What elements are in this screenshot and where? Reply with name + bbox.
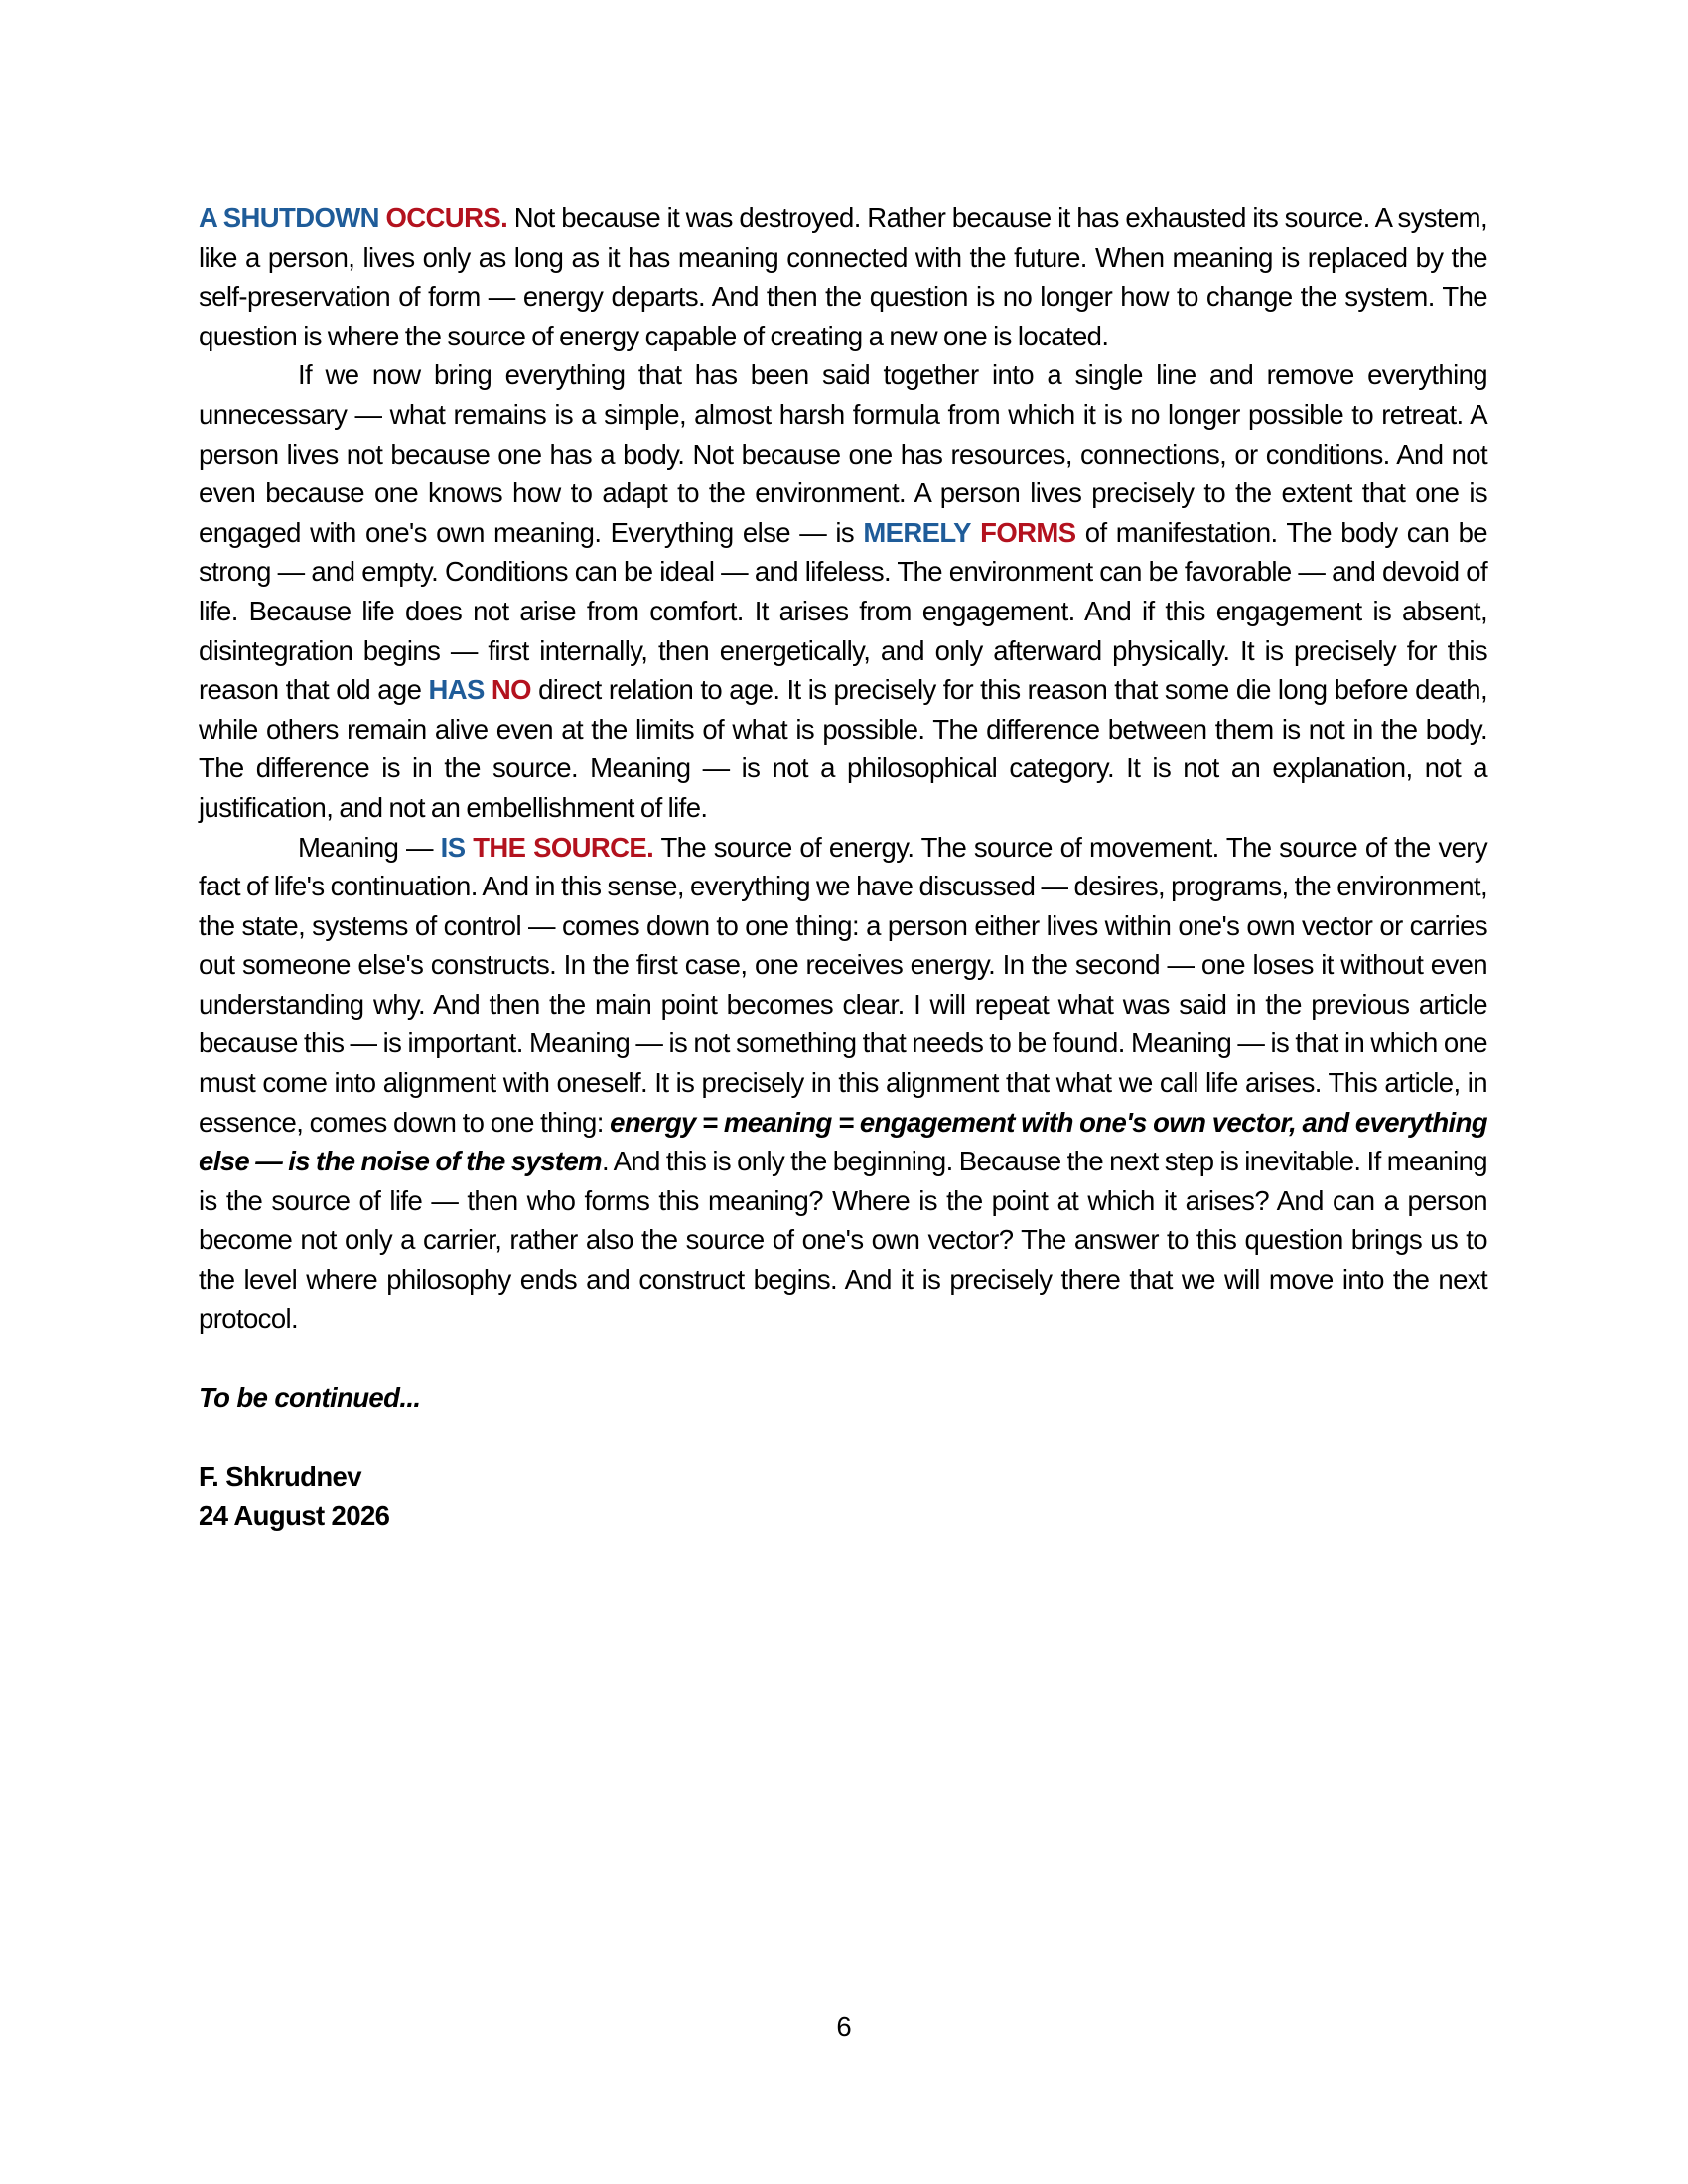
paragraph-2: [199, 355, 1487, 827]
highlight-red: OCCURS.: [385, 203, 508, 233]
paragraph-text: . And this is only the beginning. Because the next step is inevitable. If meaning is the source of life — then who forms this meaning? Where is the point at which it arises? And can a person become not only a carrier, rather also the source of one's own vector? The answer to this question brings us to the level where philosophy ends and construct begins. And it is precisely there that we will move into the next protocol.: [199, 1146, 1487, 1334]
paragraph-text: direct relation to age. It is precisely for this reason that some die long before death, while others remain alive even at the limits of what is possible. The difference between them is not in the body. The difference is in the source. Meaning — is not a philosophical category. It is not an explanation, not a justification, and not an embellishment of life.: [199, 674, 1487, 823]
paragraph-1: [199, 199, 1487, 355]
highlight-blue: A SHUTDOWN: [199, 203, 379, 233]
paragraph-text: Meaning —: [298, 831, 433, 863]
highlight-red: FORMS: [980, 516, 1076, 548]
document-page: [199, 199, 1487, 1536]
page-number: 6: [836, 2011, 852, 2042]
paragraph-text: The source of energy. The source of movement. The source of the very fact of life's continuation. And in this sense, everything we have discussed — desires, programs, the environment, the state, systems of control — comes down to one thing: a person either lives within one's own vector or carries out someone else's constructs. In the first case, one receives energy. In the second — one loses it without even understanding why. And then the main point becomes clear. I will repeat what was said in the previous article because this — is important. Meaning — is not something that needs to be found. Meaning — is that in which one must come into alignment with oneself. It is precisely in this alignment that what we call life arises. This article, in essence, comes down to one thing:: [199, 831, 1488, 1138]
paragraph-text: of manifestation. The body can be strong — and empty. Conditions can be ideal — and lifeless. The environment can be favorable — and devoid of life. Because life does not arise from comfort. It arises from engagement. And if this engagement is absent, disintegration begins — first internally, then energetically, and only afterward physically. It is precisely for this reason that old age: [199, 516, 1487, 706]
highlight-blue: HAS: [428, 674, 485, 706]
signature-date: 24 August 2026: [199, 1500, 390, 1532]
author-name: F. Shkrudnev: [199, 1460, 361, 1492]
highlight-blue: MERELY: [863, 516, 971, 548]
paragraph-text: If we now bring everything that has been said together into a single line and remove everything unnecessary — what remains is a simple, almost harsh formula from which it is no longer possible to retreat. A person lives not because one has a body. Not because one has resources, connections, or conditions. And not even because one knows how to adapt to the environment. A person lives precisely to the extent that one is engaged with one's own meaning. Everything else — is: [199, 359, 1487, 548]
highlight-red: NO: [491, 674, 531, 706]
paragraph-3: [199, 828, 1487, 1339]
emphasis-text: energy = meaning = engagement with one's own vector, and everything else — is the noise of the system: [199, 1106, 1487, 1177]
to-be-continued: To be continued...: [199, 1382, 421, 1414]
paragraph-text: Not because it was destroyed. Rather because it has exhausted its source. A system, like a person, lives only as long as it has meaning connected with the future. When meaning is replaced by the self-preservation of form — energy departs. And then the question is no longer how to change the system. The question is where the source of energy capable of creating a new one is located.: [199, 203, 1487, 351]
highlight-red: THE SOURCE.: [473, 831, 654, 863]
signature-block: [199, 1457, 1487, 1536]
highlight-blue: IS: [440, 831, 466, 863]
